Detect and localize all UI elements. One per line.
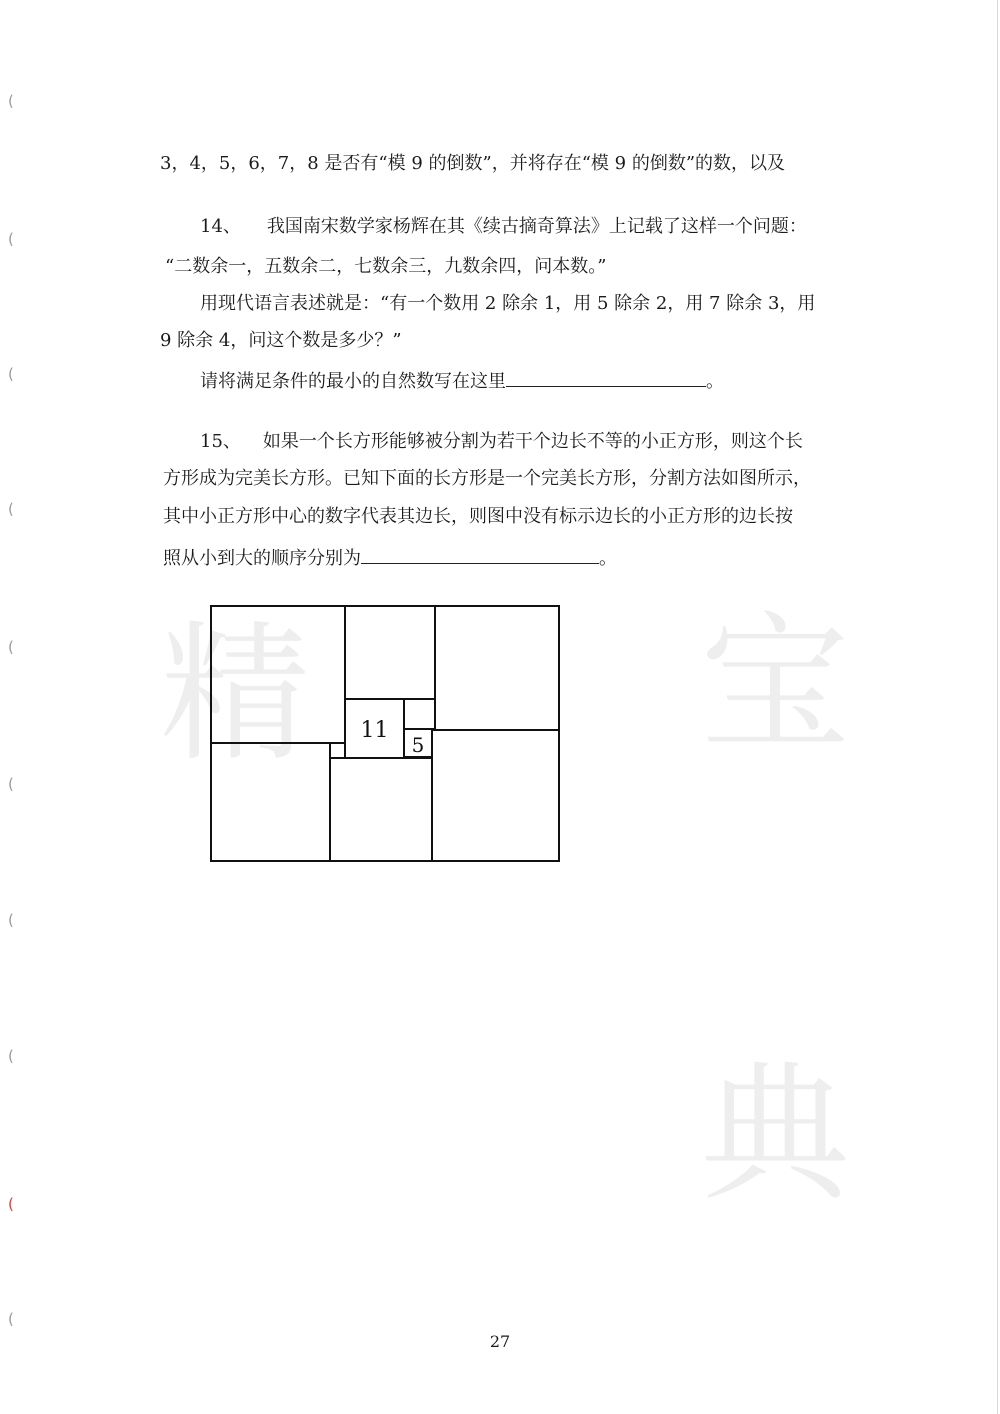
q15-text-line2: 方形成为完美长方形。已知下面的长方形是一个完美长方形，分割方法如图所示， <box>163 468 811 489</box>
q14-end-mark: 。 <box>706 371 724 392</box>
prev-question-fragment: 3，4，5，6，7，8 是否有“模 9 的倒数”，并将存在“模 9 的倒数”的数，以及 <box>160 153 786 174</box>
binder-hole-mark: ( <box>8 92 14 110</box>
square-small <box>330 743 345 758</box>
q15-end-mark: 。 <box>599 548 617 569</box>
q14-text-line4: 9 除余 4，问这个数是多少？” <box>160 330 402 351</box>
binder-hole-mark: ( <box>8 638 14 656</box>
watermark-char: 精 <box>160 608 311 782</box>
binder-hole-mark: ( <box>8 1195 14 1213</box>
q14-text-line2: “二数余一，五数余二，七数余三，九数余四，问本数。” <box>165 256 607 277</box>
q14-text-line3: 用现代语言表述就是：“有一个数用 2 除余 1，用 5 除余 2，用 7 除余 3，用 <box>200 293 816 314</box>
square-bottom-right <box>432 730 559 861</box>
binder-hole-mark: ( <box>8 911 14 929</box>
page-number: 27 <box>489 1332 511 1351</box>
binder-hole-mark: ( <box>8 365 14 383</box>
square-top-middle <box>345 606 435 699</box>
binder-hole-mark: ( <box>8 500 14 518</box>
square-label-11: 11 <box>360 718 389 743</box>
q15-number: 15、 <box>200 431 241 452</box>
q15-text-line4: 照从小到大的顺序分别为 <box>163 548 361 569</box>
square-bottom-middle <box>330 758 432 861</box>
binder-hole-mark: ( <box>8 775 14 793</box>
square-top-left <box>211 606 345 743</box>
watermark-char: 宝 <box>700 598 851 772</box>
q15-text-line1: 如果一个长方形能够被分割为若干个边长不等的小正方形，则这个长 <box>262 431 803 452</box>
watermark-char: 典 <box>700 1048 851 1222</box>
q14-prompt: 请将满足条件的最小的自然数写在这里 <box>200 371 506 392</box>
square-label-5: 5 <box>411 733 425 757</box>
square-top-right <box>435 606 559 730</box>
binder-hole-mark: ( <box>8 1047 14 1065</box>
binder-hole-mark: ( <box>8 1310 14 1328</box>
q14-number: 14、 <box>200 216 241 237</box>
square-tiny <box>404 699 435 729</box>
q15-text-line3: 其中小正方形中心的数字代表其边长，则图中没有标示边长的小正方形的边长按 <box>163 506 793 527</box>
binder-hole-mark: ( <box>8 230 14 248</box>
q14-text-line1: 我国南宋数学家杨辉在其《续古摘奇算法》上记载了这样一个问题： <box>266 216 807 237</box>
square-bottom-left <box>211 743 330 861</box>
